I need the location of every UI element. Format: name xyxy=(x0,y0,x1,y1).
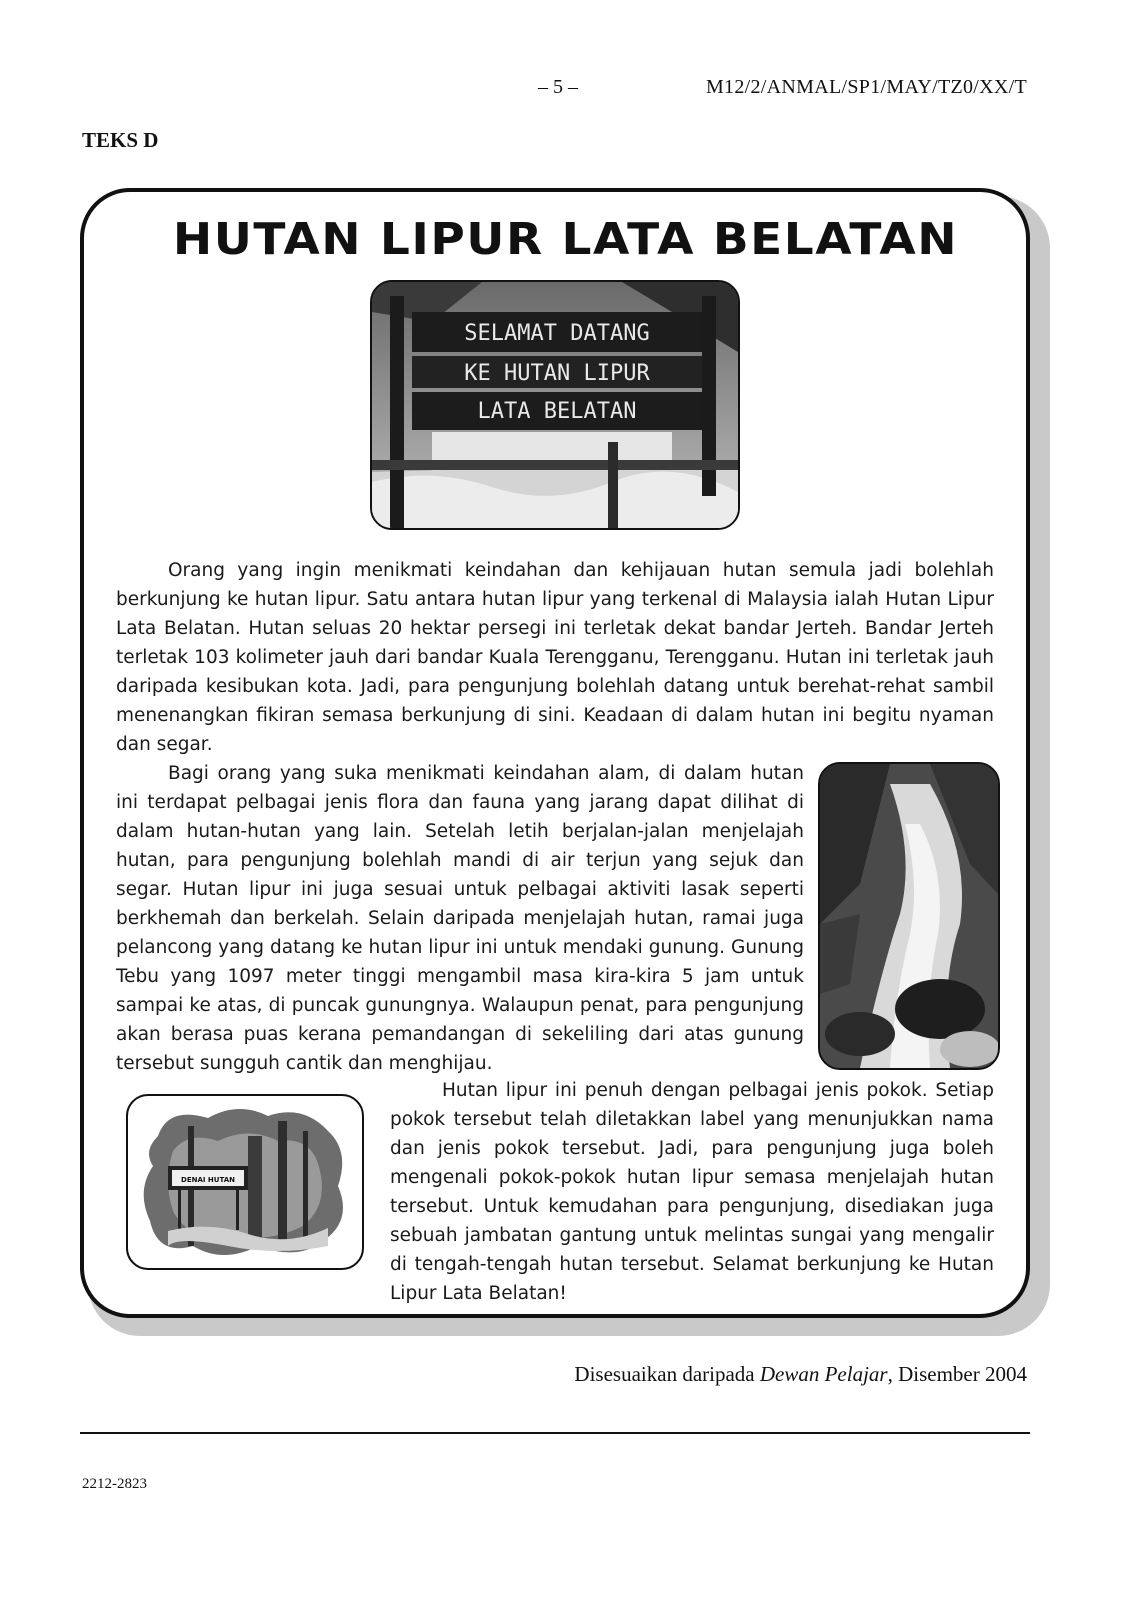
page-number: – 5 – xyxy=(538,76,578,98)
sign-line-1: SELAMAT DATANG xyxy=(464,321,650,346)
article-title: HUTAN LIPUR LATA BELATAN xyxy=(172,213,959,266)
sign-line-3: LATA BELATAN xyxy=(477,399,637,424)
footer-divider xyxy=(80,1432,1030,1434)
trail-sign-text: DENAI HUTAN xyxy=(181,1176,235,1184)
sign-line-2: KE HUTAN LIPUR xyxy=(464,361,650,386)
forest-trail-photo xyxy=(126,1094,364,1270)
paragraph-3: Hutan lipur ini penuh dengan pelbagai jenis pokok. Setiap pokok tersebut telah diletakkan label yang menunjukkan nama dan jenis pokok tersebut. Jadi, para pengunjung juga boleh mengenali pokok-pokok hutan lipur semasa menjelajah hutan tersebut. Untuk kemudahan para pengunjung, disediakan juga sebuah jambatan gantung untuk melintas sungai yang mengalir di tengah-tengah hutan tersebut. Selamat berkunjung ke Hutan Lipur Lata Belatan! xyxy=(390,1080,994,1304)
source-citation xyxy=(574,1362,1027,1387)
document-code: M12/2/ANMAL/SP1/MAY/TZ0/XX/T xyxy=(705,76,1027,98)
source-prefix: Disesuaikan daripada xyxy=(574,1362,760,1386)
section-label: TEKS D xyxy=(82,128,159,152)
river-photo xyxy=(818,762,1000,1070)
paragraph-1: Orang yang ingin menikmati keindahan dan kehijauan hutan semula jadi bolehlah berkunjung ke hutan lipur. Satu antara hutan lipur yang terkenal di Malaysia ialah Hutan Lipur Lata Belatan. Hutan seluas 20 hektar persegi ini terletak dekat bandar Jerteh. Bandar Jerteh terletak 103 kolimeter jauh dari bandar Kuala Terengganu, Terengganu. Hutan ini terletak jauh daripada kesibukan kota. Jadi, para pengunjung bolehlah datang untuk berehat-rehat sambil menenangkan fikiran semasa berkunjung di sini. Keadaan di dalam hutan ini begitu nyaman dan segar. xyxy=(116,560,994,755)
source-publication: Dewan Pelajar xyxy=(759,1362,888,1386)
welcome-sign-photo xyxy=(370,280,740,530)
footer-code: 2212-2823 xyxy=(82,1476,147,1492)
source-suffix: , Disember 2004 xyxy=(887,1362,1027,1386)
paragraph-2: Bagi orang yang suka menikmati keindahan alam, di dalam hutan ini terdapat pelbagai jenis flora dan fauna yang jarang dapat dilihat di dalam hutan-hutan yang lain. Setelah letih berjalan-jalan menjelajah hutan, para pengunjung bolehlah mandi di air terjun yang sejuk dan segar. Hutan lipur ini juga sesuai untuk pelbagai aktiviti lasak seperti berkhemah dan berkelah. Selain daripada menjelajah hutan, ramai juga pelancong yang datang ke hutan lipur ini untuk mendaki gunung. Gunung Tebu yang 1097 meter tinggi mengambil masa kira-kira 5 jam untuk sampai ke atas, di puncak gunungnya. Walaupun penat, para pengunjung akan berasa puas kerana pemandangan di sekeliling dari atas gunung tersebut sungguh cantik dan menghijau. xyxy=(116,763,804,1074)
